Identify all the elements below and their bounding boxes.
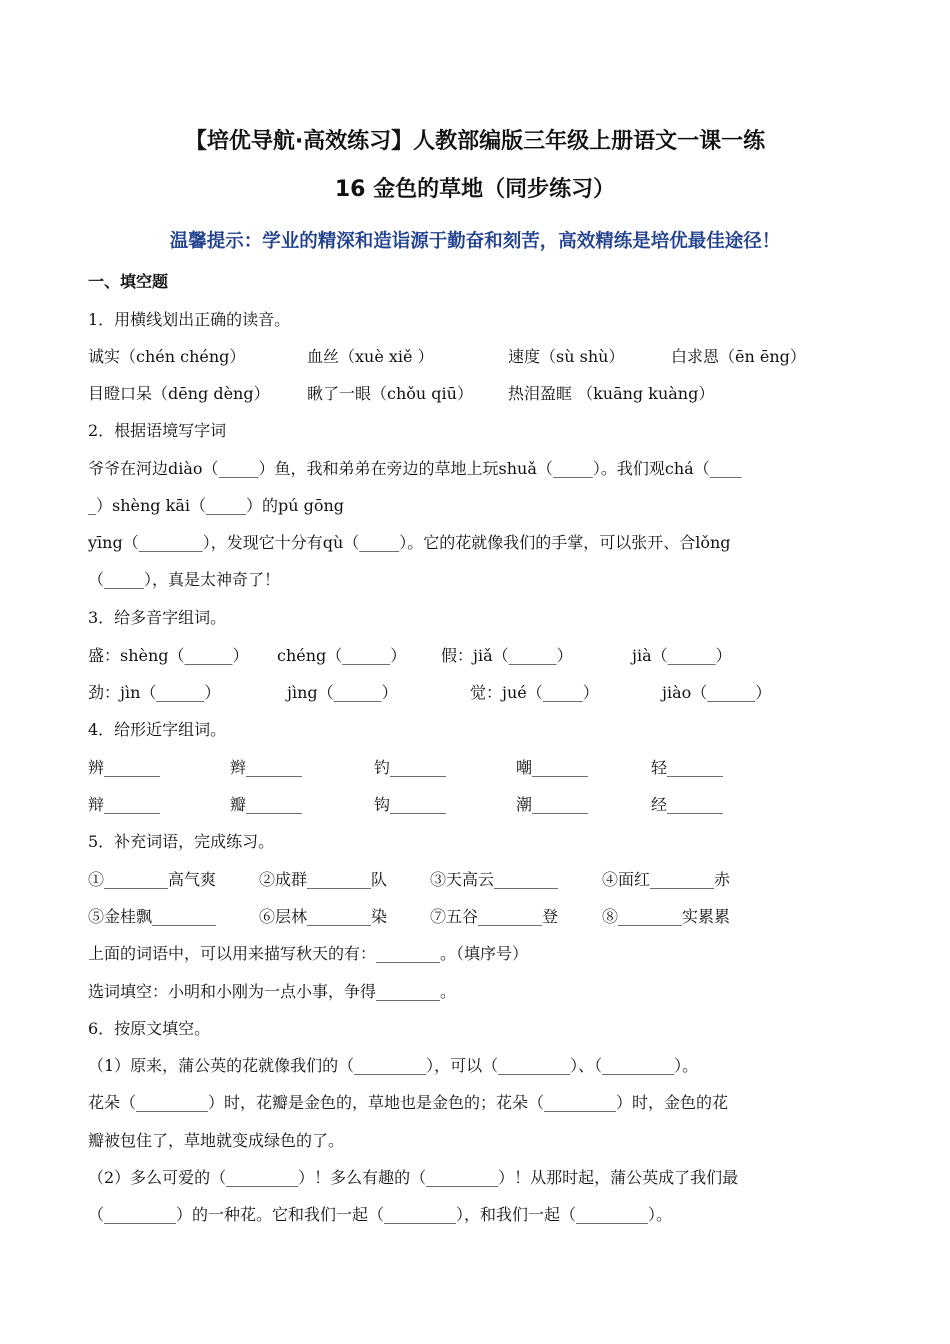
q4-item: 辨_______: [88, 758, 161, 777]
q5-line: 选词填空：小明和小刚为一点小事，争得________。: [88, 982, 457, 1001]
q6-stem: 6．按原文填空。: [88, 1019, 211, 1038]
q4-item: 钩_______: [374, 795, 447, 814]
q3-item: 觉：jué（_____）: [470, 683, 599, 702]
q3-item: jià（______）: [632, 646, 732, 665]
q5-item: ⑦五谷________登: [430, 907, 559, 926]
q6-line: （_________）的一种花。它和我们一起（_________），和我们一起（_________）。: [88, 1205, 673, 1224]
q3-item: jìng（______）: [287, 683, 398, 702]
q1-item: 热泪盈眶 （kuāng kuàng）: [508, 384, 715, 403]
section-heading: 一、填空题: [88, 272, 169, 291]
q3-item: 盛：shèng（______）: [88, 646, 249, 665]
tip-line: 温馨提示：学业的精深和造诣源于勤奋和刻苦，高效精练是培优最佳途径！: [169, 231, 781, 252]
q5-item: ①________高气爽: [88, 870, 217, 889]
q4-item: 辩_______: [88, 795, 161, 814]
q4-item: 钓_______: [374, 758, 447, 777]
q1-item: 瞅了一眼（chǒu qiū）: [307, 384, 473, 403]
q4-item: 潮_______: [516, 795, 589, 814]
q3-item: 假：jiǎ（______）: [441, 646, 573, 665]
q6-line: 花朵（_________）时，花瓣是金色的，草地也是金色的；花朵（_________）时，金色的花: [88, 1093, 729, 1112]
q4-stem: 4．给形近字组词。: [88, 720, 227, 739]
q2-line: _）shèng kāi（_____）的pú gōng: [88, 496, 345, 515]
q5-item: ③天高云________: [430, 870, 559, 889]
q4-item: 轻_______: [651, 758, 724, 777]
q5-item: ⑤金桂飘________: [88, 907, 217, 926]
q1-item: 目瞪口呆（dēng dèng）: [88, 384, 270, 403]
q1-item: 速度（sù shù）: [508, 347, 625, 366]
q5-item: ⑧________实累累: [602, 907, 731, 926]
q5-item: ⑥层林________染: [259, 907, 388, 926]
q3-item: chéng（______）: [277, 646, 407, 665]
q2-line: yīng（________），发现它十分有qù（_____）。它的花就像我们的手掌，可以张开、合lǒng: [88, 533, 731, 552]
q3-item: 劲：jìn（______）: [88, 683, 221, 702]
q4-item: 瓣_______: [230, 795, 303, 814]
q6-line: （2）多么可爱的（_________）！多么有趣的（_________）！从那时起，蒲公英成了我们最: [88, 1168, 739, 1187]
q6-line: （1）原来，蒲公英的花就像我们的（_________），可以（_________）、（_________）。: [88, 1056, 699, 1075]
q2-line: 爷爷在河边diào（_____）鱼，我和弟弟在旁边的草地上玩shuǎ（_____）。我们观chá（____: [88, 459, 742, 478]
q5-item: ④面红________赤: [602, 870, 731, 889]
q1-stem: 1．用横线划出正确的读音。: [88, 310, 291, 329]
q5-stem: 5．补充词语，完成练习。: [88, 832, 275, 851]
worksheet-title: 【培优导航·高效练习】人教部编版三年级上册语文一课一练: [184, 129, 766, 154]
q3-item: jiào（______）: [662, 683, 772, 702]
q1-item: 白求恩（ēn ēng）: [671, 347, 806, 366]
q4-item: 嘲_______: [516, 758, 589, 777]
q2-line: （_____），真是太神奇了！: [88, 570, 281, 589]
q4-item: 辫_______: [230, 758, 303, 777]
q1-item: 诚实（chén chéng）: [88, 347, 246, 366]
q1-item: 血丝（xuè xiě ）: [307, 347, 434, 366]
q2-stem: 2．根据语境写字词: [88, 421, 227, 440]
q5-line: 上面的词语中，可以用来描写秋天的有：________。（填序号）: [88, 944, 529, 963]
q5-item: ②成群________队: [259, 870, 388, 889]
q6-line: 瓣被包住了，草地就变成绿色的了。: [88, 1131, 345, 1150]
q4-item: 经_______: [651, 795, 724, 814]
lesson-title: 16 金色的草地（同步练习）: [334, 177, 616, 202]
q3-stem: 3．给多音字组词。: [88, 608, 227, 627]
